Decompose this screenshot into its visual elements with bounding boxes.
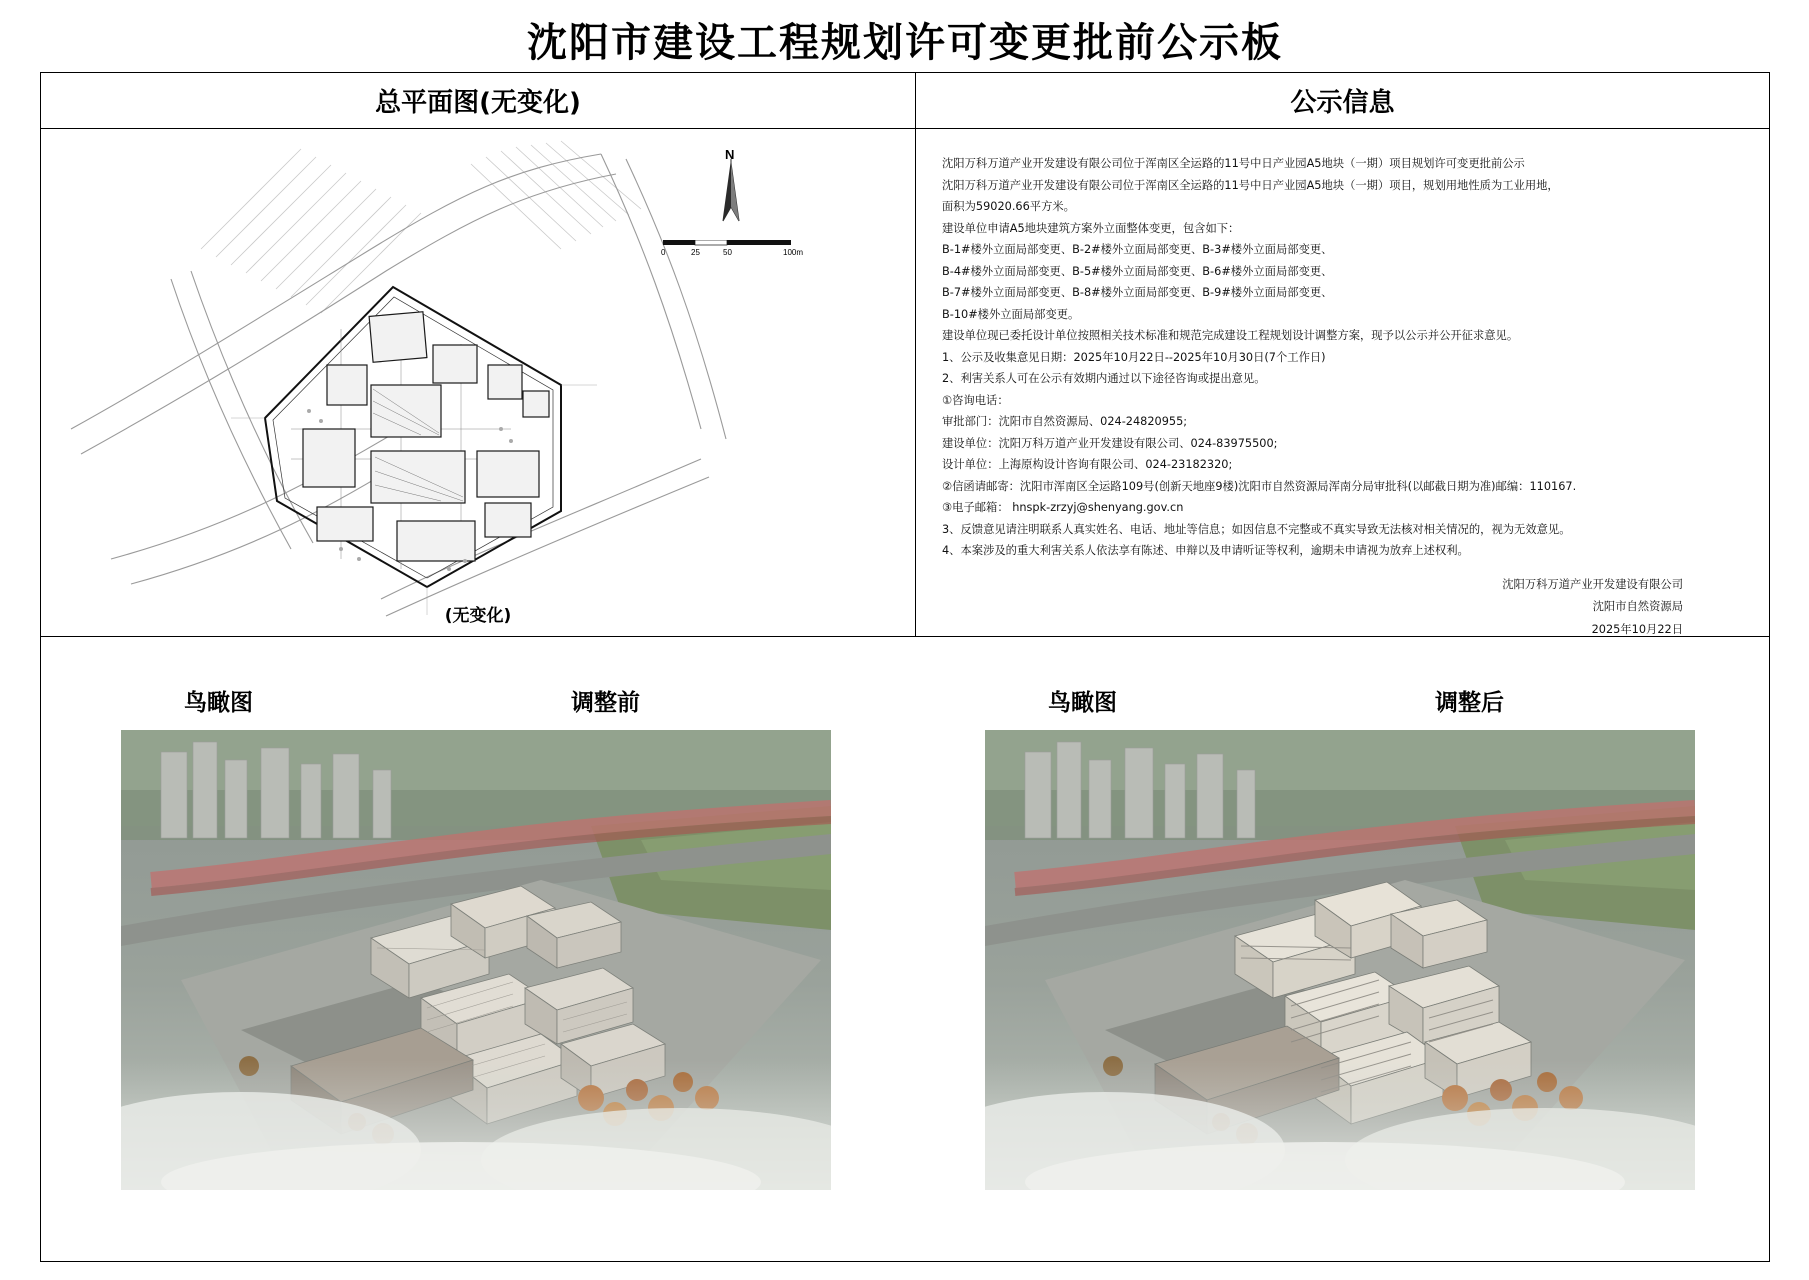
compass-needle-icon <box>681 147 791 232</box>
signature-date: 2025年10月22日 <box>1591 622 1683 636</box>
scale-tick-100: 100m <box>783 248 804 257</box>
rendering-before-image <box>121 730 831 1190</box>
section-header-row <box>41 73 1769 129</box>
rendering-before-label-view: 鸟瞰图 <box>184 690 253 716</box>
compass-north-label: N <box>725 147 735 162</box>
upper-content-row <box>41 129 1769 637</box>
notice-line: 设计单位：上海原构设计咨询有限公司、024-23182320; <box>942 458 1233 471</box>
plan-caption: (无变化) <box>444 606 512 626</box>
rendering-before-label-state: 调整前 <box>571 690 640 716</box>
rendering-before-labels <box>41 684 905 718</box>
scale-tick-0: 0 <box>661 248 666 257</box>
notice-line: B-4#楼外立面局部变更、B-5#楼外立面局部变更、B-6#楼外立面局部变更、 <box>942 264 1333 278</box>
notice-line: ②信函请邮寄：沈阳市浑南区全运路109号(创新天地座9楼)沈阳市自然资源局浑南分局审批科(以邮截日期为准)邮编：110167. <box>942 479 1577 493</box>
notice-line: 沈阳万科万道产业开发建设有限公司位于浑南区全运路的11号中日产业园A5地块（一期）项目规划许可变更批前公示 <box>942 157 1525 170</box>
notice-line: B-10#楼外立面局部变更。 <box>942 307 1080 321</box>
board-frame <box>40 72 1770 1262</box>
notice-line: 建设单位：沈阳万科万道产业开发建设有限公司、024-83975500; <box>942 436 1278 450</box>
board-title-bar <box>40 8 1770 70</box>
rendering-after-image <box>985 730 1695 1190</box>
rendering-after-block <box>905 638 1769 1262</box>
notice-line: ①咨询电话： <box>942 393 1009 407</box>
notice-line: 3、反馈意见请注明联系人真实姓名、电话、地址等信息；如因信息不完整或不真实导致无法核对相关情况的，视为无效意见。 <box>942 522 1571 536</box>
notice-signature <box>942 576 1747 637</box>
notice-line: ③电子邮箱： hnspk-zrzyj@shenyang.gov.cn <box>942 501 1184 514</box>
section-header-notice: 公示信息 <box>1290 88 1395 118</box>
section-header-plan: 总平面图(无变化) <box>41 73 916 128</box>
rendering-after-label-state: 调整后 <box>1435 690 1504 716</box>
scale-tick-50: 50 <box>723 248 732 257</box>
notice-line: 建设单位现已委托设计单位按照相关技术标准和规范完成建设工程规划设计调整方案，现予以公示并公开征求意见。 <box>942 329 1519 342</box>
page-title: 沈阳市建设工程规划许可变更批前公示板 <box>527 19 1283 66</box>
site-plan-panel <box>41 129 916 636</box>
notice-line: 建设单位申请A5地块建筑方案外立面整体变更，包含如下： <box>942 221 1240 235</box>
notice-line: 审批部门：沈阳市自然资源局、024-24820955; <box>942 415 1188 428</box>
rendering-after-label-view: 鸟瞰图 <box>1048 690 1117 716</box>
notice-panel <box>916 129 1769 636</box>
signature-authority: 沈阳市自然资源局 <box>1592 600 1683 613</box>
scale-tick-25: 25 <box>691 248 700 257</box>
notice-line: 面积为59020.66平方米。 <box>942 200 1075 213</box>
notice-line: 4、本案涉及的重大利害关系人依法享有陈述、申辩以及申请听证等权利，逾期未申请视为放弃上述权利。 <box>942 544 1469 557</box>
signature-developer: 沈阳万科万道产业开发建设有限公司 <box>1502 577 1683 591</box>
scale-bar <box>661 239 811 261</box>
compass-rose <box>681 147 791 232</box>
renderings-row <box>41 638 1769 1262</box>
rendering-before-block <box>41 638 905 1262</box>
notice-line: B-7#楼外立面局部变更、B-8#楼外立面局部变更、B-9#楼外立面局部变更、 <box>942 286 1333 299</box>
notice-line: 1、公示及收集意见日期：2025年10月22日--2025年10月30日(7个工作日) <box>942 350 1326 364</box>
notice-line: B-1#楼外立面局部变更、B-2#楼外立面局部变更、B-3#楼外立面局部变更、 <box>942 243 1333 256</box>
notice-line: 沈阳万科万道产业开发建设有限公司位于浑南区全运路的11号中日产业园A5地块（一期）项目，规划用地性质为工业用地， <box>942 178 1559 192</box>
notice-line: 2、利害关系人可在公示有效期内通过以下途径咨询或提出意见。 <box>942 372 1266 385</box>
rendering-after-labels <box>905 684 1769 718</box>
